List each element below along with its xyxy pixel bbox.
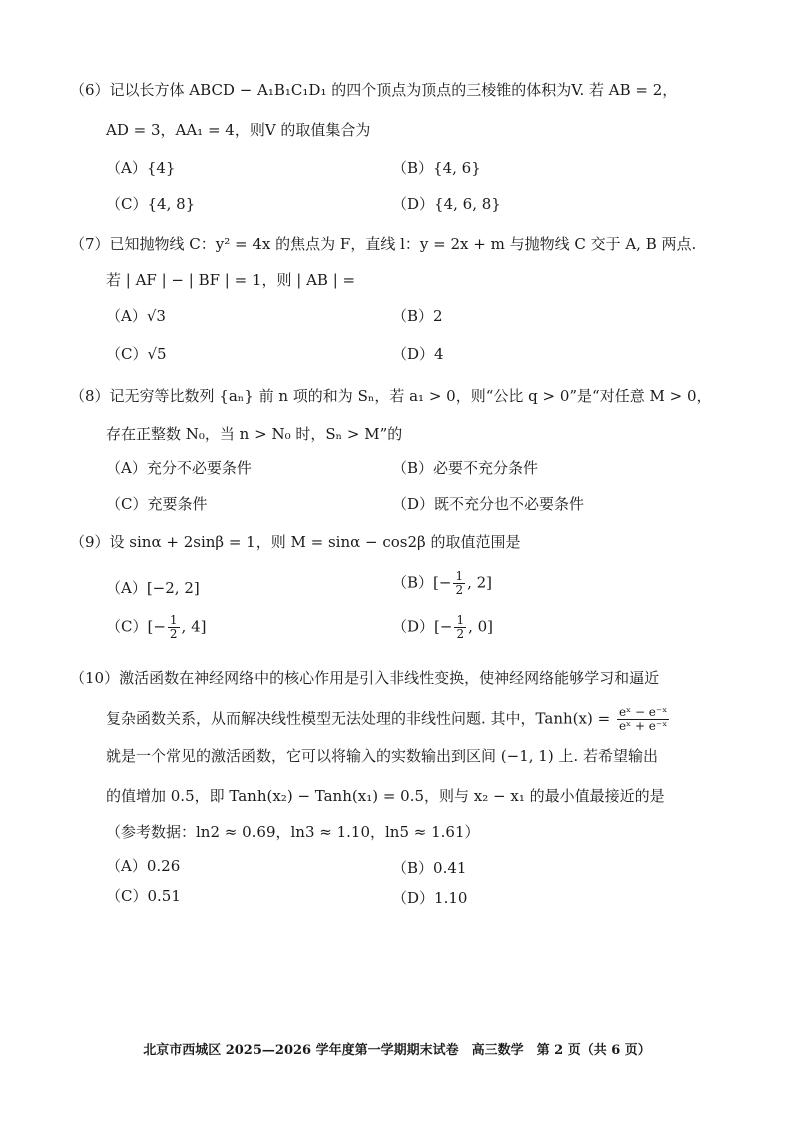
q9-option-c-fraction <box>168 614 180 641</box>
q7-option-d: （D）4 <box>392 345 444 363</box>
q9-option-b-fraction <box>453 570 465 597</box>
q6-option-a: （A）{4} <box>106 159 176 177</box>
q10-line2 <box>106 706 671 733</box>
fraction-denominator: 2 <box>456 627 465 641</box>
q9-option-d <box>392 614 493 641</box>
q9-option-b-suffix: , 2] <box>467 573 493 592</box>
q6-option-d: （D）{4, 6, 8} <box>392 195 501 213</box>
q8-line1: （8）记无穷等比数列 {aₙ} 前 n 项的和为 Sₙ，若 a₁ > 0，则“公比 q > 0”是“对任意 M > 0， <box>70 387 712 405</box>
fraction-denominator: 2 <box>169 627 178 641</box>
q8-option-d: （D）既不充分也不必要条件 <box>392 495 585 513</box>
q8-option-b: （B）必要不充分条件 <box>392 459 539 477</box>
q6-line1: （6）记以长方体 ABCD − A₁B₁C₁D₁ 的四个顶点为顶点的三棱锥的体积为V. 若 AB = 2， <box>70 81 678 99</box>
fraction-numerator: 1 <box>455 569 464 583</box>
q10-option-d: （D）1.10 <box>392 889 468 907</box>
q9-option-a: （A）[−2, 2] <box>106 579 200 597</box>
q6-option-c: （C）{4, 8} <box>106 195 196 213</box>
q8-line2: 存在正整数 N₀，当 n > N₀ 时，Sₙ > M”的 <box>106 425 403 443</box>
q7-option-b: （B）2 <box>392 307 443 325</box>
q9-option-d-suffix: , 0] <box>468 617 494 636</box>
q8-option-c: （C）充要条件 <box>106 495 208 513</box>
q10-line2-text: 复杂函数关系，从而解决线性模型无法处理的非线性问题. 其中，Tanh(x) = <box>106 709 611 728</box>
q7-option-c: （C）√5 <box>106 345 167 363</box>
q10-option-b: （B）0.41 <box>392 859 467 877</box>
q8-option-a: （A）充分不必要条件 <box>106 459 252 477</box>
fraction-numerator: 1 <box>169 613 178 627</box>
q10-option-a: （A）0.26 <box>106 857 181 875</box>
q10-line3: 就是一个常见的激活函数，它可以将输入的实数输出到区间 (−1, 1) 上. 若希望输出 <box>106 747 658 765</box>
fraction-numerator: 1 <box>456 613 465 627</box>
q10-line1: （10）激活函数在神经网络中的核心作用是引入非线性变换，使神经网络能够学习和逼近 <box>70 669 660 687</box>
page-footer: 北京市西城区 2025—2026 学年度第一学期期末试卷 高三数学 第 2 页（共 6 页） <box>143 1043 651 1058</box>
q6-option-b: （B）{4, 6} <box>392 159 481 177</box>
q9-option-b <box>392 570 492 597</box>
tanh-denominator: eˣ + e⁻ˣ <box>618 719 668 733</box>
fraction-denominator: 2 <box>455 583 464 597</box>
q9-option-d-fraction <box>454 614 466 641</box>
q10-option-c: （C）0.51 <box>106 887 181 905</box>
q9-option-d-prefix: （D）[− <box>392 617 453 636</box>
q9-option-c-prefix: （C）[− <box>106 617 166 636</box>
q10-line4: 的值增加 0.5，即 Tanh(x₂) − Tanh(x₁) = 0.5，则与 x₂ − x₁ 的最小值最接近的是 <box>106 787 665 805</box>
q9-line1: （9）设 sinα + 2sinβ = 1，则 M = sinα − cos2β 的取值范围是 <box>70 533 521 551</box>
tanh-fraction <box>617 706 669 733</box>
q9-option-c-suffix: , 4] <box>181 617 207 636</box>
q6-line2: AD = 3，AA₁ = 4，则V 的取值集合为 <box>106 121 371 139</box>
q7-option-a: （A）√3 <box>106 307 166 325</box>
tanh-numerator: eˣ − e⁻ˣ <box>618 705 668 719</box>
q9-option-b-prefix: （B）[− <box>392 573 452 592</box>
q7-line2: 若 | AF | − | BF | = 1，则 | AB | = <box>106 271 356 289</box>
q7-line1: （7）已知抛物线 C：y² = 4x 的焦点为 F，直线 l：y = 2x + m 与抛物线 C 交于 A, B 两点. <box>70 235 697 253</box>
q9-option-c <box>106 614 206 641</box>
q10-line5: （参考数据：ln2 ≈ 0.69，ln3 ≈ 1.10，ln5 ≈ 1.61） <box>106 823 480 841</box>
